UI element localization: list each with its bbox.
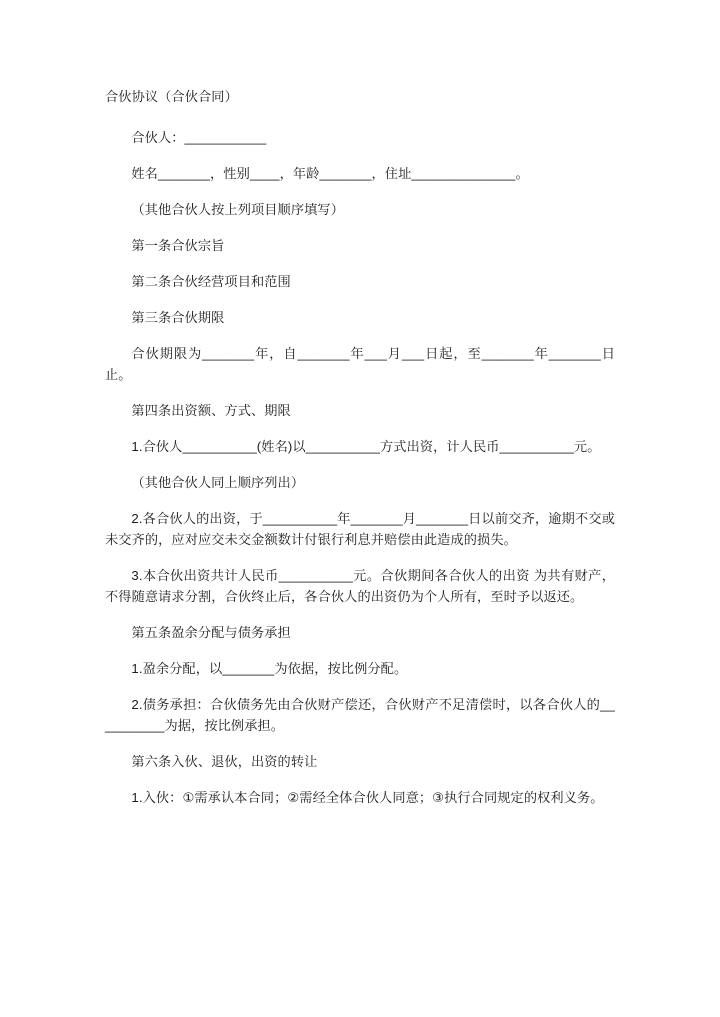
clause-2-heading: 第二条合伙经营项目和范围 <box>131 274 291 289</box>
clause-5-heading: 第五条盈余分配与债务承担 <box>131 625 291 640</box>
document-body <box>105 86 615 808</box>
clause-4-item-2: 2.各合伙人的出资，于__________年_______月_______日以前交齐，逾期不交或未交齐的，应对应交未交金额数计付银行利息并赔偿由此造成的损失。 <box>105 511 615 547</box>
clause-4-note: （其他合伙人同上顺序列出） <box>131 475 305 490</box>
clause-4-heading: 第四条出资额、方式、期限 <box>131 403 291 418</box>
clause-4-item-3: 3.本合伙出资共计人民币__________元。合伙期间各合伙人的出资 为共有财产，不得随意请求分割，合伙终止后，各合伙人的出资仍为个人所有，至时予以返还。 <box>105 568 615 604</box>
clause-6-item-1: 1.入伙：①需承认本合同；②需经全体合伙人同意；③执行合同规定的权利义务。 <box>131 790 604 805</box>
clause-1-heading: 第一条合伙宗旨 <box>131 238 225 253</box>
clause-6-heading: 第六条入伙、退伙，出资的转让 <box>131 754 318 769</box>
clause-4-item-1: 1.合伙人__________(姓名)以__________方式出资，计人民币__________元。 <box>131 439 601 454</box>
other-partners-note: （其他合伙人按上列项目顺序填写） <box>131 202 344 217</box>
partner-fields-line: 姓名_______，性别____，年龄_______，住址______________。 <box>131 166 529 181</box>
partner-label-line: 合伙人：___________ <box>131 130 267 145</box>
clause-5-item-1: 1.盈余分配，以_______为依据，按比例分配。 <box>131 661 408 676</box>
clause-5-item-2: 2.债务承担：合伙债务先由合伙财产偿还，合伙财产不足清偿时，以各合伙人的__________为据，按比例承担。 <box>105 697 615 733</box>
clause-3-heading: 第三条合伙期限 <box>131 310 225 325</box>
document-title: 合伙协议（合伙合同） <box>105 89 238 104</box>
clause-3-body: 合伙期限为_______年，自_______年___月___日起，至_______年_______日止。 <box>105 346 615 382</box>
